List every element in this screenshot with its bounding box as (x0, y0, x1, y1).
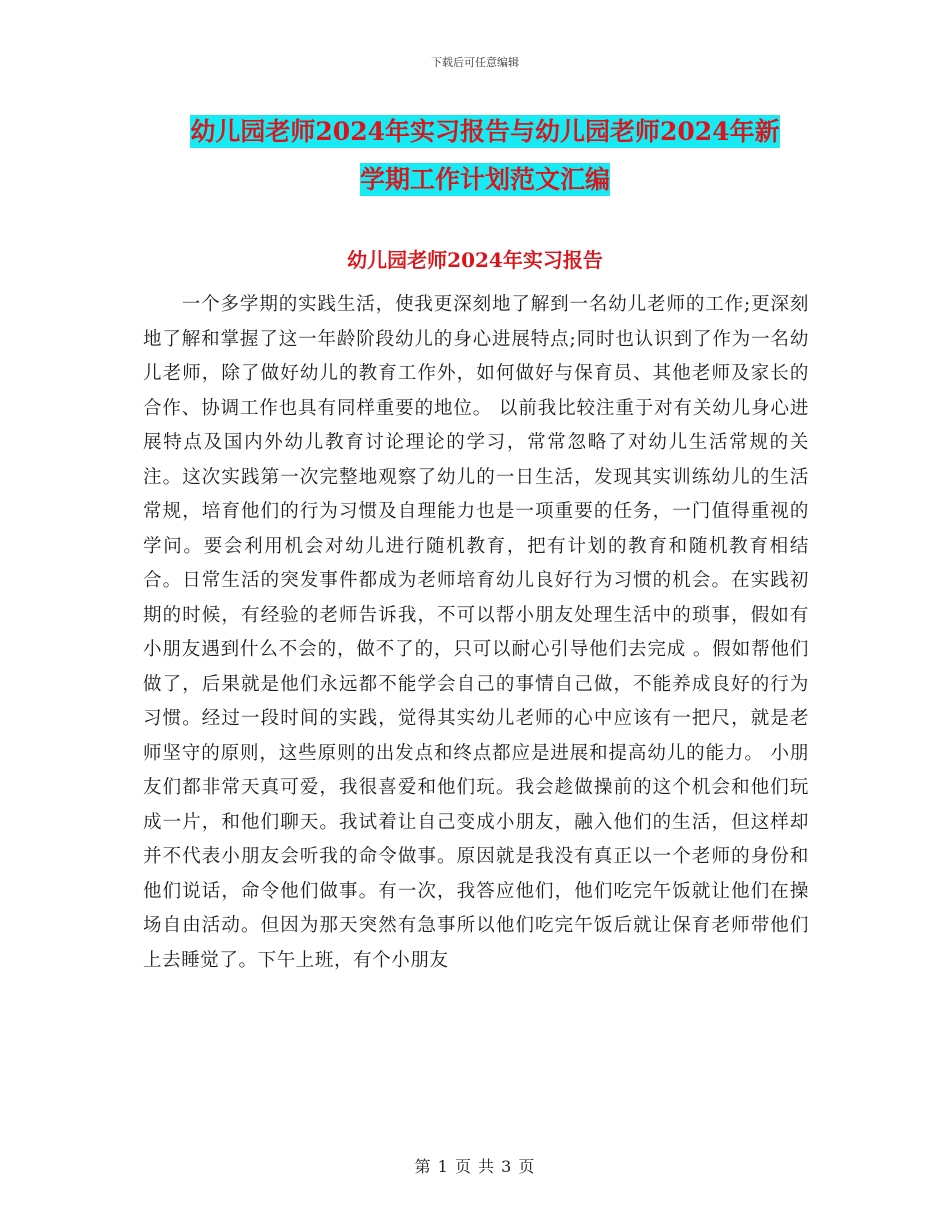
body-paragraph: 一个多学期的实践生活，使我更深刻地了解到一名幼儿老师的工作;更深刻地了解和掌握了这一年龄阶段幼儿的身心进展特点;同时也认识到了作为一名幼儿老师，除了做好幼儿的教育工作外，如何做好与保育员、其他老师及家长的合作、协调工作也具有同样重要的地位。 以前我比较注重于对有关幼儿身心进展特点及国内外幼儿教育讨论理论的学习，常常忽略了对幼儿生活常规的关注。这次实践第一次完整地观察了幼儿的一日生活，发现其实训练幼儿的生活常规，培育他们的行为习惯及自理能力也是一项重要的任务，一门值得重视的学问。要会利用机会对幼儿进行随机教育，把有计划的教育和随机教育相结合。日常生活的突发事件都成为老师培育幼儿良好行为习惯的机会。在实践初期的时候，有经验的老师告诉我，不可以帮小朋友处理生活中的琐事，假如有小朋友遇到什么不会的，做不了的，只可以耐心引导他们去完成 。假如帮他们做了，后果就是他们永远都不能学会自己的事情自己做，不能养成良好的行为习惯。经过一段时间的实践，觉得其实幼儿老师的心中应该有一把尺，就是老师坚守的原则，这些原则的出发点和终点都应是进展和提高幼儿的能力。 小朋友们都非常天真可爱，我很喜爱和他们玩。我会趁做操前的这个机会和他们玩成一片，和他们聊天。我试着让自己变成小朋友，融入他们的生活，但这样却并不代表小朋友会听我的命令做事。原因就是我没有真正以一个老师的身份和他们说话，命令他们做事。有一次，我答应他们，他们吃完午饭就让他们在操场自由活动。但因为那天突然有急事所以他们吃完午饭后就让保育老师带他们上去睡觉了。下午上班，有个小朋友 (143, 294, 809, 971)
document-title (140, 108, 830, 204)
document-title-line-1: 幼儿园老师2024年实习报告与幼儿园老师2024年新 (190, 117, 780, 146)
section-title: 幼儿园老师2024年实习报告 (347, 248, 603, 272)
page-number-footer: 第 1 页 共 3 页 (414, 1157, 536, 1176)
page-header-note: 下载后可任意编辑 (431, 56, 519, 69)
document-title-line-2: 学期工作计划范文汇编 (359, 165, 610, 194)
